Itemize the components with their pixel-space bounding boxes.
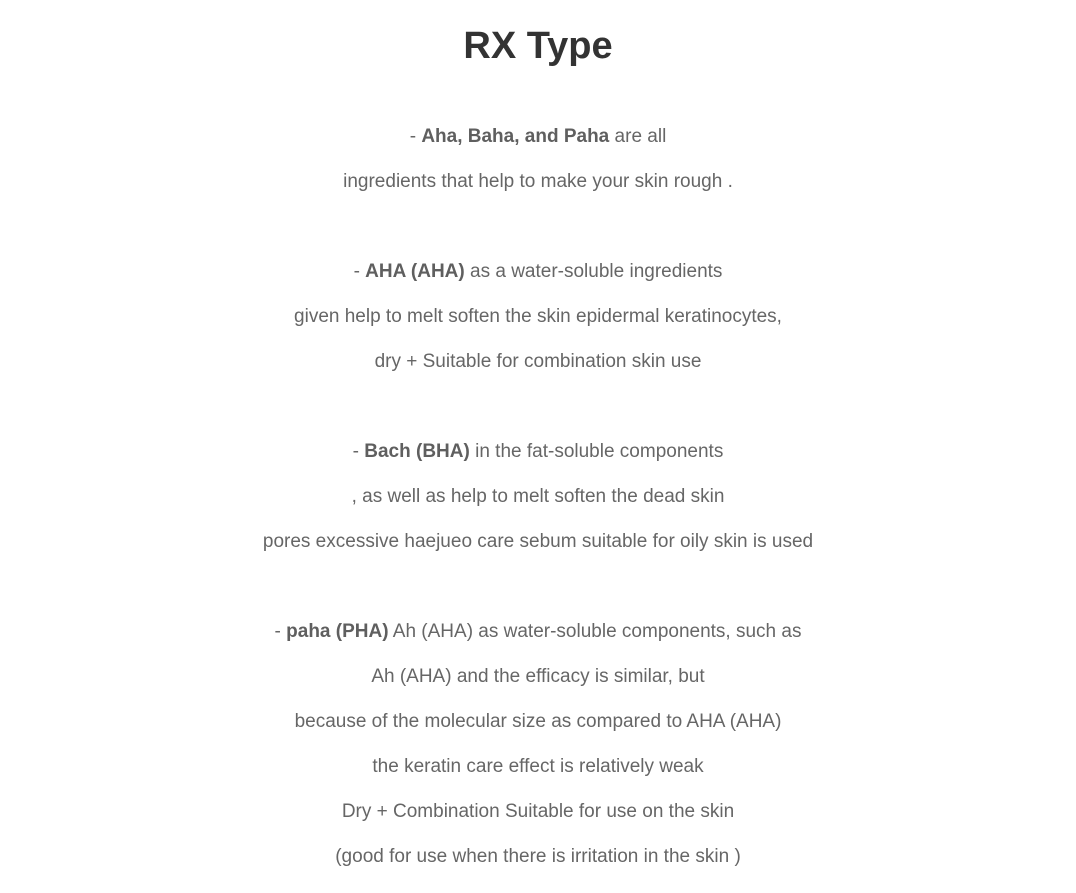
pha-line-6	[0, 834, 1076, 879]
line-prefix: -	[274, 621, 287, 642]
line-text: Ah (AHA) and the efficacy is similar, but	[371, 666, 705, 687]
aha-block	[0, 249, 1076, 384]
aha-line-1	[0, 249, 1076, 294]
bha-line-3	[0, 519, 1076, 564]
aha-line-3	[0, 339, 1076, 384]
intro-block	[0, 114, 1076, 204]
line-bold-text: Aha, Baha, and Paha	[421, 126, 610, 147]
line-text: pores excessive haejueo care sebum suitable for oily skin is used	[262, 531, 814, 552]
line-text: dry + Suitable for combination skin use	[374, 351, 702, 372]
line-text: given help to melt soften the skin epidermal keratinocytes,	[294, 306, 782, 327]
pha-line-2	[0, 654, 1076, 699]
line-text: in the fat-soluble components	[469, 441, 724, 462]
page-title: RX Type	[463, 25, 613, 67]
line-prefix: -	[353, 261, 366, 282]
pha-line-3	[0, 699, 1076, 744]
pha-block	[0, 609, 1076, 879]
pha-line-1	[0, 609, 1076, 654]
intro-line-1	[0, 114, 1076, 159]
line-text: as a water-soluble ingredients	[464, 261, 723, 282]
line-bold-text: paha (PHA)	[286, 621, 389, 642]
bha-line-1	[0, 429, 1076, 474]
bha-line-2	[0, 474, 1076, 519]
line-bold-text: AHA (AHA)	[365, 261, 465, 282]
pha-line-4	[0, 744, 1076, 789]
intro-line-2	[0, 159, 1076, 204]
line-text: ingredients that help to make your skin rough .	[343, 171, 733, 192]
line-text: because of the molecular size as compared to AHA (AHA)	[294, 711, 782, 732]
description-content	[0, 114, 1076, 879]
line-bold-text: Bach (BHA)	[364, 441, 470, 462]
line-prefix: -	[409, 126, 422, 147]
aha-line-2	[0, 294, 1076, 339]
line-text: the keratin care effect is relatively weak	[372, 756, 704, 777]
line-text: Ah (AHA) as water-soluble components, such as	[388, 621, 802, 642]
line-text: Dry + Combination Suitable for use on the skin	[341, 801, 735, 822]
line-text: , as well as help to melt soften the dead skin	[351, 486, 725, 507]
line-text: (good for use when there is irritation in the skin )	[335, 846, 741, 867]
line-prefix: -	[352, 441, 365, 462]
line-text: are all	[609, 126, 667, 147]
bha-block	[0, 429, 1076, 564]
pha-line-5	[0, 789, 1076, 834]
